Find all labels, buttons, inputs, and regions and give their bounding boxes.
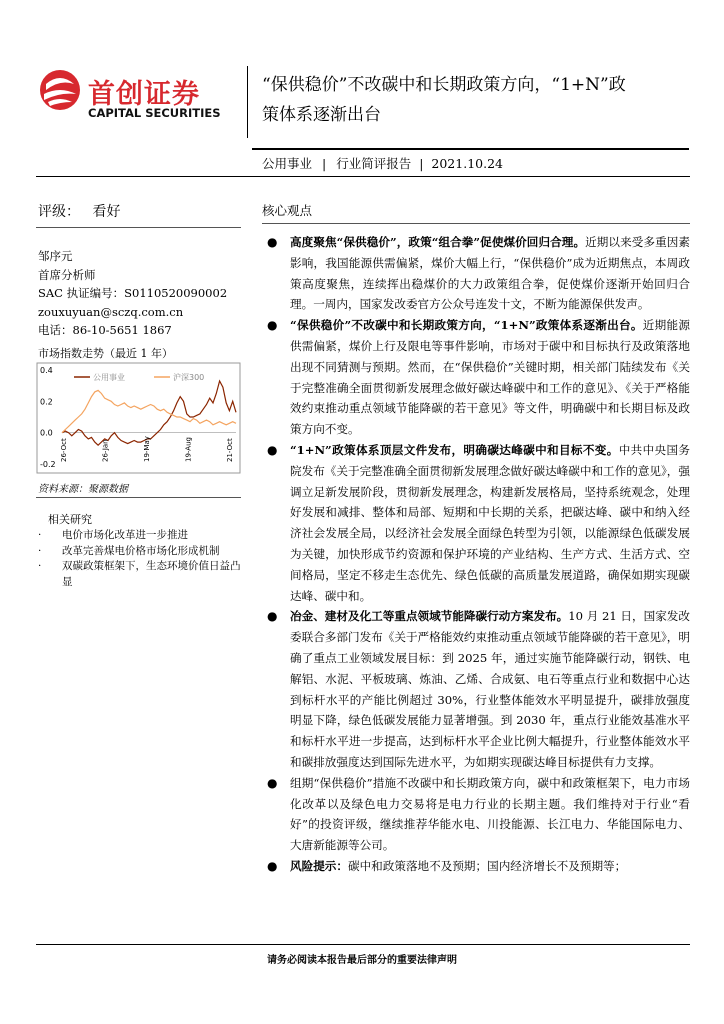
footer-rule xyxy=(36,944,690,945)
related-item[interactable]: · 改革完善煤电价格市场化形成机制 xyxy=(38,544,243,560)
bullet-circle-icon: ● xyxy=(267,609,278,624)
report-date: 2021.10.24 xyxy=(431,156,503,171)
core-bullet: ● 风险提示：碳中和政策落地不及预期；国内经济增长不及预期等； xyxy=(262,856,690,877)
bullet-circle-icon: ● xyxy=(267,235,278,249)
y-tick-label: -0.2 xyxy=(40,460,56,469)
analyst-sac: SAC 执证编号：S0110520090002 xyxy=(38,286,228,300)
series-line-沪深300 xyxy=(62,390,236,432)
x-tick-label: 19-May xyxy=(143,436,151,462)
bullet-circle-icon: ● xyxy=(267,775,278,790)
analyst-email[interactable]: zouxuyuan@sczq.com.cn xyxy=(38,304,184,319)
header-divider xyxy=(247,66,248,138)
chart-source: 资料来源：聚源数据 xyxy=(38,484,128,495)
x-tick-label: 26-Oct xyxy=(60,438,68,462)
related-item[interactable]: · 电价市场化改革进一步推进 xyxy=(38,528,243,544)
report-type: 行业简评报告 xyxy=(336,156,412,171)
x-tick-label: 26-Jan xyxy=(101,439,110,462)
related-rule xyxy=(36,497,241,498)
market-index-chart xyxy=(36,362,241,474)
legend-label: 沪深300 xyxy=(173,373,205,382)
chart-svg xyxy=(36,362,241,474)
core-bullet: ● 冶金、建材及化工等重点领域节能降碳行动方案发布。10 月 21 日，国家发改委联合多部门发布《关于严格能效约束推动重点领域节能降碳的若干意见》，明确了重点工业领域发展目标：到 2025 年，通过实施节能降碳行动，钢铁、电解铝、水泥、平板玻璃、炼油、乙烯、合成氨、电石等重点行业和数据中心达到标杆水平的产能比例超过 30%，行业整体能效水平明显提升，碳排放强度明显下降，绿色低碳发展能力显著增强。到 2030 年，重点行业能效基准水平和标杆水平进一步提高，达到标杆水平企业比例大幅提升，行业整体能效水平和碳排放强度达到国际先进水平，为如期实现碳达峰目标提供有力支撑。 xyxy=(262,606,690,772)
bullet-dot-icon: · xyxy=(38,560,42,572)
series-line-公用事业 xyxy=(62,381,236,445)
core-bullet: ● “1+N”政策体系顶层文件发布，明确碳达峰碳中和目标不变。中共中央国务院发布《关于完整准确全面贯彻新发展理念做好碳达峰碳中和工作的意见》，强调立足新发展阶段，贯彻新发展理念，构建新发展格局，坚持系统观念，处理好发展和减排、整体和局部、短期和中长期的关系，把碳达峰、碳中和纳入经济社会发展全局，以经济社会发展全面绿色转型为引领，以能源绿色低碳发展为关键，加快形成节约资源和保护环境的产业结构、生产方式、生活方式、空间格局，坚定不移走生态优先、绿色低碳的高质量发展道路，确保如期实现碳达峰、碳中和。 xyxy=(262,440,690,606)
bullet-circle-icon: ● xyxy=(267,858,278,873)
x-tick-label: 19-Aug xyxy=(184,437,193,462)
rating xyxy=(38,201,120,221)
rating-rule xyxy=(36,227,241,228)
core-bullet: ● 高度聚焦“保供稳价”，政策“组合拳”促使煤价回归合理。近期以来受多重因素影响，我国能源供需偏紧，煤价大幅上行，“保供稳价”成为近期焦点，本周政策高度聚焦，连续挥出稳煤价的大力政策组合拳，促使煤价逐渐开始回归合理。一周内，国家发改委官方公众号连发十文，不断为能源保供发声。 xyxy=(262,232,690,315)
core-view-list xyxy=(262,232,690,877)
y-tick-label: 0.0 xyxy=(40,428,53,438)
y-tick-label: 0.2 xyxy=(40,397,53,407)
meta-separator: | xyxy=(419,156,424,171)
chart-title: 市场指数走势（最近 1 年） xyxy=(38,347,173,360)
logo-name-cn: 首创证券 xyxy=(88,79,200,110)
analyst-title: 首席分析师 xyxy=(38,267,96,282)
related-list xyxy=(38,528,243,590)
legend-label: 公用事业 xyxy=(93,373,125,382)
report-title-line2: 策体系逐渐出台 xyxy=(262,105,381,125)
company-logo xyxy=(38,66,238,126)
rating-label: 评级： xyxy=(38,204,80,220)
core-view-title: 核心观点 xyxy=(262,203,313,218)
core-rule xyxy=(262,223,690,224)
bullet-dot-icon: · xyxy=(38,529,42,541)
analyst-name: 邹序元 xyxy=(38,249,73,263)
legal-notice[interactable]: 请务必阅读本报告最后部分的重要法律声明 xyxy=(267,955,457,966)
y-tick-label: 0.4 xyxy=(40,366,53,375)
section-rule xyxy=(36,176,690,177)
analyst-info xyxy=(38,247,227,340)
bullet-circle-icon: ● xyxy=(267,318,278,333)
related-item[interactable]: · 双碳政策框架下，生态环境价值日益凸显 xyxy=(38,560,241,588)
analyst-phone: 电话：86-10-5651 1867 xyxy=(38,323,172,337)
header-rule xyxy=(252,148,689,150)
logo-name-en: CAPITAL SECURITIES xyxy=(88,106,221,120)
rating-value: 看好 xyxy=(92,204,121,220)
core-bullet: ● “保供稳价”不改碳中和长期政策方向，“1+N”政策体系逐渐出台。近期能源供需偏紧，煤价上行及限电等事件影响，市场对于碳中和目标执行及政策落地出现不同猜测与预期。然而，在“保供稳价”关键时期，相关部门陆续发布《关于完整准确全面贯彻新发展理念做好碳达峰碳中和工作的意见》、《关于严格能效约束推动重点领域节能降碳的若干意见》等文件，明确碳中和长期目标及政策方向不变。 xyxy=(262,315,690,440)
report-meta xyxy=(262,154,503,172)
bullet-circle-icon: ● xyxy=(267,442,278,457)
core-bullet: ● 组期“保供稳价”措施不改碳中和长期政策方向，碳中和政策框架下，电力市场化改革以及绿色电力交易将是电力行业的长期主题。我们维持对于行业“看好”的投资评级，继续推荐华能水电、川投能源、长江电力、华能国际电力、大唐新能源等公司。 xyxy=(262,773,690,856)
report-title-line1: “保供稳价”不改碳中和长期政策方向，“1+N”政 xyxy=(262,75,626,95)
related-title: 相关研究 xyxy=(48,513,92,526)
report-title xyxy=(262,70,702,130)
bullet-dot-icon: · xyxy=(38,544,42,557)
industry-label: 公用事业 xyxy=(262,156,313,171)
meta-separator: | xyxy=(322,156,327,171)
x-tick-label: 21-Oct xyxy=(226,438,234,462)
